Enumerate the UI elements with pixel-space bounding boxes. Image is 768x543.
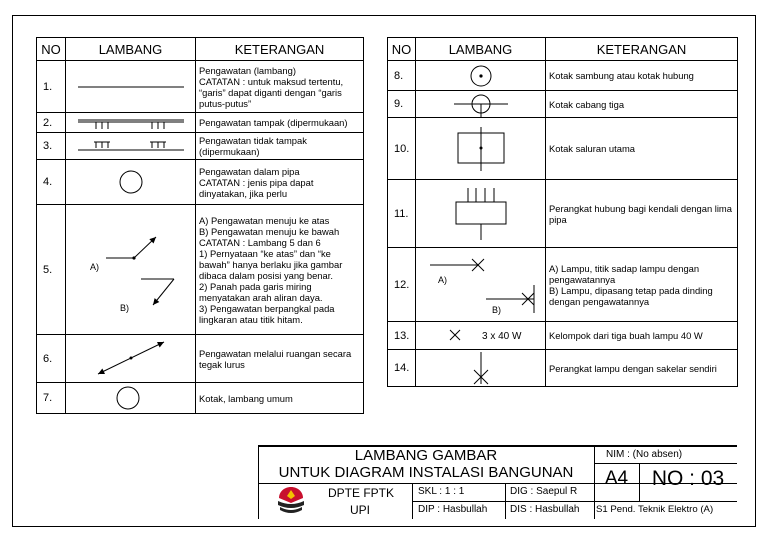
header-lambang: LAMBANG <box>416 38 546 61</box>
symbol-row <box>37 133 364 160</box>
symbol-row <box>37 61 364 113</box>
row-number: 9. <box>388 91 416 118</box>
row-number: 2. <box>37 113 66 133</box>
symbol-main-box <box>416 118 546 180</box>
row-description: Perangkat lampu dengan sakelar sendiri <box>546 350 738 387</box>
symbol-row <box>388 180 738 248</box>
row-number: 1. <box>37 61 66 113</box>
row-number: 11. <box>388 180 416 248</box>
row-description: Perangkat hubung bagi kendali dengan lima pipa <box>546 180 738 248</box>
symbol-up-down <box>66 205 196 335</box>
row-description: Pengawatan (lambang) CATATAN : untuk maksud tertentu, “garis” dapat diganti dengan “garis putus-putus” <box>196 61 364 113</box>
row-description: Pengawatan dalam pipa CATATAN : jenis pipa dapat dinyatakan, jika perlu <box>196 160 364 205</box>
symbol-panel <box>416 180 546 248</box>
svg-text:B): B) <box>491 304 501 315</box>
upi-logo <box>276 485 306 517</box>
row-number: 6. <box>37 335 66 383</box>
symbol-row <box>37 335 364 383</box>
row-number: 12. <box>388 248 416 322</box>
row-number: 10. <box>388 118 416 180</box>
left-symbol-table <box>36 37 364 414</box>
symbol-lamp <box>416 248 546 322</box>
institution-line-2: UPI <box>350 503 371 517</box>
row-description: Kotak saluran utama <box>546 118 738 180</box>
symbol-circle <box>66 160 196 205</box>
header-no: NO <box>388 38 416 61</box>
paper-size: A4 <box>604 468 629 489</box>
nim-field: NIM : (No absen) <box>606 449 683 460</box>
row-number: 3. <box>37 133 66 160</box>
row-number: 8. <box>388 61 416 91</box>
row-description: Pengawatan tidak tampak (dipermukaan) <box>196 133 364 160</box>
row-number: 5. <box>37 205 66 335</box>
header-no: NO <box>37 38 66 61</box>
symbol-row <box>37 383 364 414</box>
row-number: 13. <box>388 322 416 350</box>
symbol-row <box>388 322 738 350</box>
row-description: Kotak sambung atau kotak hubung <box>546 61 738 91</box>
row-description: Pengawatan melalui ruangan secara tegak lurus <box>196 335 364 383</box>
row-description: Pengawatan tampak (dipermukaan) <box>196 113 364 133</box>
row-number: 7. <box>37 383 66 414</box>
svg-text:A): A) <box>437 274 447 285</box>
row-description: Kotak cabang tiga <box>546 91 738 118</box>
symbol-row <box>388 350 738 387</box>
svg-text:3 x 40 W: 3 x 40 W <box>481 330 521 342</box>
right-symbol-table <box>387 37 738 387</box>
sheet-number: NO : 03 <box>651 467 725 490</box>
institution-line-1: DPTE FPTK <box>328 486 395 500</box>
symbol-through <box>66 335 196 383</box>
title-block <box>258 445 737 519</box>
symbol-row <box>37 160 364 205</box>
program-name: S1 Pend. Teknik Elektro (A) <box>596 504 714 515</box>
checked-by-field: DIP : Hasbullah <box>418 504 488 515</box>
symbol-junction <box>416 61 546 91</box>
symbol-row <box>388 248 738 322</box>
symbol-row <box>37 113 364 133</box>
symbol-concealed-wiring <box>66 133 196 160</box>
row-number: 4. <box>37 160 66 205</box>
scale-field: SKL : 1 : 1 <box>418 486 465 497</box>
header-keterangan: KETERANGAN <box>196 38 364 61</box>
symbol-line <box>66 61 196 113</box>
title-line-2: UNTUK DIAGRAM INSTALASI BANGUNAN <box>278 464 574 481</box>
symbol-lamp-switch <box>416 350 546 387</box>
symbol-row <box>388 118 738 180</box>
row-description: A) Pengawatan menuju ke atas B) Pengawatan menuju ke bawah CATATAN : Lambang 5 dan 6 1) Pernyataan “ke atas” dan “ke bawah” hanya berlaku jika gambar dibaca dalam posisi yang benar. 2) Panah pada garis miring menyatakan arah aliran daya. 3) Pengawatan berpangkal pada lingkaran atau titik hitam. <box>196 205 364 335</box>
symbol-row <box>37 205 364 335</box>
symbol-row <box>388 61 738 91</box>
row-description: Kelompok dari tiga buah lampu 40 W <box>546 322 738 350</box>
row-number: 14. <box>388 350 416 387</box>
header-keterangan: KETERANGAN <box>546 38 738 61</box>
symbol-tee <box>416 91 546 118</box>
symbol-row <box>388 91 738 118</box>
symbol-circle-box <box>66 383 196 414</box>
drawn-by-field: DIG : Saepul R <box>510 486 578 497</box>
header-lambang: LAMBANG <box>66 38 196 61</box>
approved-by-field: DIS : Hasbullah <box>510 504 580 515</box>
row-description: Kotak, lambang umum <box>196 383 364 414</box>
title-line-1: LAMBANG GAMBAR <box>354 447 498 464</box>
row-description: A) Lampu, titik sadap lampu dengan pengawatannya B) Lampu, dipasang tetap pada dinding dengan pengawatannya <box>546 248 738 322</box>
symbol-surface-wiring <box>66 113 196 133</box>
svg-text:B): B) <box>119 302 129 313</box>
svg-text:A): A) <box>89 261 99 272</box>
symbol-lamp-group <box>416 322 546 350</box>
